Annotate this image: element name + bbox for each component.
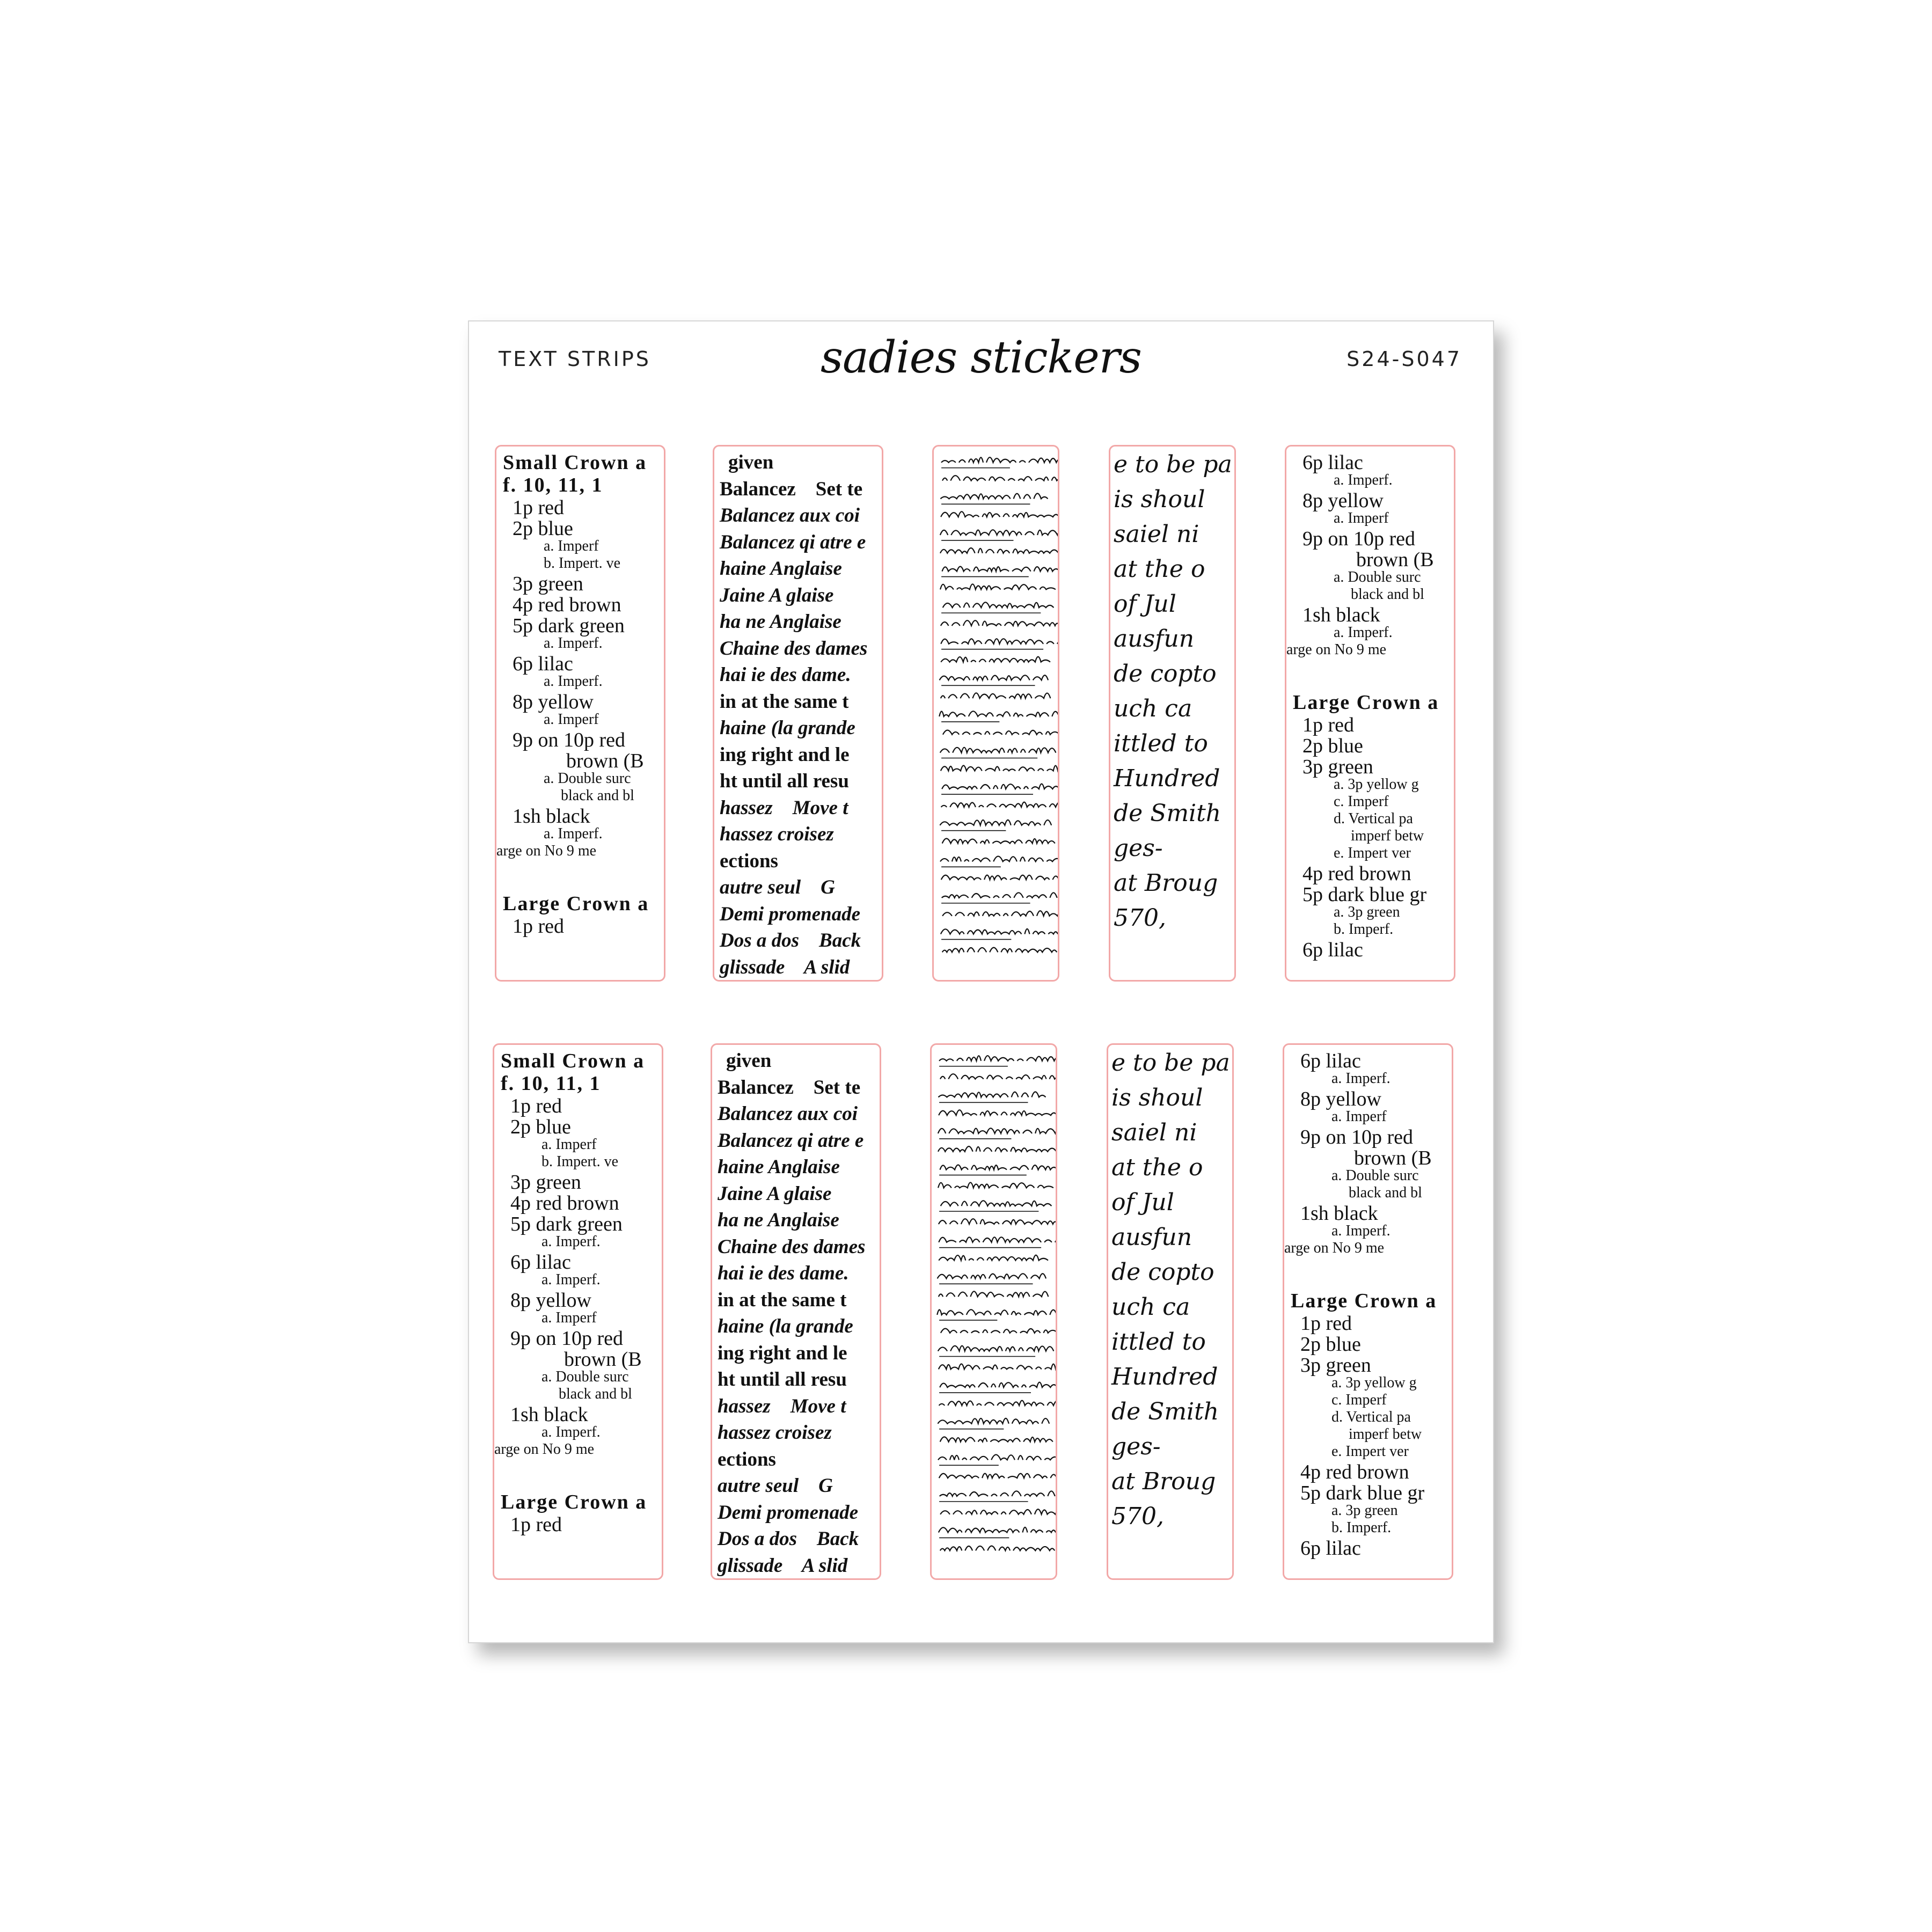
strip-subline: imperf betw [1349, 1426, 1422, 1443]
scribble-line [939, 1255, 1048, 1261]
strip-line: 3p green [510, 1171, 581, 1194]
strip-subline: arge on No 9 me [494, 1441, 595, 1458]
strip-stamps-b[interactable] [1285, 445, 1455, 982]
strip-stamps-a[interactable] [495, 445, 665, 982]
strip-line: 4p red brown [513, 594, 621, 616]
strip-subline: a. Imperf. [1331, 1070, 1391, 1087]
strip-line: 4p red brown [1302, 862, 1411, 885]
strip-line: 9p on 10p red [510, 1327, 624, 1350]
scribble-line [941, 766, 1058, 771]
strip-heading: f. 10, 11, 1 [503, 474, 603, 496]
strip-heading: Large Crown a [501, 1491, 647, 1513]
scribble-line [939, 1237, 1056, 1242]
strip-line: ges- [1114, 835, 1163, 862]
strip-line: ittled to [1111, 1328, 1206, 1356]
strip-line: Dos a dos Back [718, 1528, 859, 1550]
sheet-label: TEXT STRIPS [499, 347, 651, 371]
strip-line: 1sh black [513, 805, 590, 828]
strip-line: given [728, 451, 774, 473]
strip-stamps-a[interactable] [493, 1043, 663, 1580]
strip-subline: arge on No 9 me [1286, 641, 1387, 658]
scribble-line [940, 494, 1051, 499]
strip-subline: a. 3p yellow g [1334, 776, 1419, 793]
scribble-line [940, 1382, 1056, 1387]
strip-heading: Large Crown a [1293, 691, 1439, 714]
strip-subline: black and bl [561, 787, 634, 804]
strip-line: 5p dark blue gr [1300, 1482, 1425, 1504]
scribble-line [942, 948, 1058, 953]
scribble-line [940, 1491, 1055, 1496]
strip-line: 1sh black [510, 1403, 588, 1426]
strip-line: ges- [1111, 1433, 1161, 1460]
strip-stamps-b[interactable] [1283, 1043, 1453, 1580]
scribble-line [939, 1527, 1056, 1533]
strip-line: haine Anglaise [718, 1156, 840, 1178]
strip-line: de copto [1111, 1258, 1214, 1286]
scribble-line [940, 748, 1058, 753]
strip-line: 6p lilac [513, 653, 573, 675]
strip-line: e to be pa [1114, 451, 1232, 478]
strip-line: haine (la grande [718, 1315, 853, 1337]
scribble-line [941, 1201, 1055, 1206]
strip-heading: Large Crown a [503, 892, 649, 915]
strip-subline: a. Imperf [1334, 510, 1389, 526]
strip-line: 8p yellow [510, 1289, 591, 1312]
strip-line: at Broug [1111, 1468, 1216, 1495]
strip-line: 2p blue [513, 517, 573, 540]
scribble-line [941, 875, 1058, 880]
strip-line: 8p yellow [1302, 489, 1384, 512]
strip-line: Demi promenade [718, 1501, 859, 1524]
strip-heading: f. 10, 11, 1 [501, 1072, 601, 1095]
scribble-line [938, 1418, 1049, 1424]
strip-line: 8p yellow [1300, 1088, 1381, 1110]
strip-content [932, 1045, 1056, 1578]
strip-subline: black and bl [559, 1386, 632, 1402]
strip-line: 570, [1111, 1503, 1164, 1530]
strip-content [1110, 447, 1234, 980]
strip-line: brown (B [1356, 548, 1434, 571]
strip-line: 1p red [513, 496, 565, 519]
scribble-line [940, 584, 1056, 589]
strip-line: 1p red [513, 915, 565, 938]
strip-line: 4p red brown [510, 1192, 619, 1214]
scribble-line [940, 1165, 1056, 1170]
strip-line: Balancez qi atre e [720, 531, 866, 553]
strip-line: haine (la grande [720, 717, 855, 739]
strip-line: 1p red [510, 1095, 562, 1117]
strip-line: ections [718, 1448, 776, 1470]
strip-handwriting[interactable] [930, 1043, 1057, 1580]
strip-content [714, 447, 882, 980]
scribble-line [941, 693, 1050, 698]
strip-line: glissade A slid [720, 956, 850, 978]
scribble-line [941, 929, 1058, 934]
strip-dance[interactable] [711, 1043, 881, 1580]
strip-line: 1sh black [1300, 1202, 1378, 1225]
strip-line: Dos a dos Back [720, 930, 861, 952]
strip-subline: d. Vertical pa [1331, 1409, 1411, 1425]
strip-line: Balancez qi atre e [718, 1129, 864, 1152]
strip-line: given [726, 1050, 772, 1072]
scribble-line [941, 511, 1058, 517]
strip-subline: black and bl [1351, 586, 1424, 603]
strip-line: ausfun [1114, 625, 1195, 653]
strip-line: 9p on 10p red [513, 729, 626, 751]
strip-subline: a. Imperf. [544, 635, 603, 652]
strip-subline: a. 3p green [1334, 904, 1400, 920]
strip-script[interactable] [1107, 1043, 1234, 1580]
strip-line: ha ne Anglaise [718, 1209, 839, 1231]
strip-line: brown (B [564, 1348, 642, 1371]
scribble-line [941, 457, 1058, 463]
strip-subline: imperf betw [1351, 828, 1424, 844]
strip-line: Balancez aux coi [718, 1103, 858, 1125]
strip-script[interactable] [1109, 445, 1236, 982]
strip-line: hassez croisez [718, 1422, 832, 1444]
strip-line: haine Anglaise [720, 558, 842, 580]
strip-line: at the o [1114, 555, 1205, 583]
scribble-line [939, 1291, 1048, 1297]
strip-subline: e. Impert ver [1331, 1443, 1409, 1460]
strip-line: of Jul [1111, 1189, 1174, 1216]
strip-line: Chaine des dames [718, 1235, 866, 1258]
scribble-line [938, 1274, 1046, 1278]
strip-line: 3p green [1300, 1354, 1371, 1377]
strip-subline: b. Impert. ve [541, 1153, 619, 1170]
strip-subline: a. Imperf. [541, 1424, 601, 1440]
scribble-line [940, 1509, 1056, 1514]
strip-subline: arge on No 9 me [496, 843, 597, 859]
strip-line: 6p lilac [1302, 939, 1363, 961]
strip-line: ht until all resu [720, 770, 849, 792]
strip-line: Balancez Set te [718, 1076, 861, 1099]
scribble-line [941, 657, 1050, 662]
strip-line: autre seul G [720, 876, 835, 898]
brand-logo: sadies stickers [820, 332, 1142, 383]
strip-line: 5p dark green [513, 614, 625, 637]
scribble-line [941, 620, 1058, 626]
strip-content [1286, 447, 1454, 980]
strip-line: uch ca [1114, 695, 1192, 722]
strip-subline: arge on No 9 me [1284, 1240, 1385, 1256]
strip-line: ausfun [1111, 1224, 1192, 1251]
strip-line: at Broug [1114, 869, 1218, 897]
strip-subline: a. Imperf. [1334, 472, 1393, 488]
scribble-line [940, 548, 1058, 553]
strip-subline: a. Imperf. [544, 673, 603, 690]
scribble-line [939, 1364, 1056, 1370]
strip-line: in at the same t [718, 1289, 847, 1311]
strip-line: Hundred [1114, 765, 1220, 792]
strip-line: 1sh black [1302, 604, 1380, 626]
strip-line: 8p yellow [513, 691, 594, 713]
strip-line: 6p lilac [1300, 1050, 1361, 1072]
scribble-line [940, 1074, 1056, 1079]
strip-line: de Smith [1111, 1398, 1219, 1425]
handwriting-scribble [934, 447, 1058, 980]
strip-subline: a. Double surc [1334, 569, 1421, 586]
scribble-line [943, 602, 1057, 608]
strip-line: 2p blue [1300, 1333, 1361, 1356]
product-code: S24-S047 [1346, 347, 1462, 371]
strip-line: 9p on 10p red [1302, 528, 1416, 550]
strip-line: 5p dark blue gr [1302, 883, 1427, 906]
scribble-line [938, 1146, 1056, 1152]
scribble-line [938, 1455, 1056, 1460]
strip-content [496, 447, 664, 980]
strip-line: 6p lilac [510, 1251, 571, 1274]
scribble-line [941, 802, 1058, 807]
scribble-line [942, 911, 1058, 916]
scribble-line [942, 567, 1058, 572]
strip-heading: Small Crown a [503, 451, 647, 474]
scribble-line [939, 1474, 1056, 1478]
strip-line: 570, [1114, 904, 1166, 932]
scribble-line [942, 475, 1058, 480]
strip-line: Hundred [1111, 1363, 1218, 1391]
strip-line: brown (B [1354, 1147, 1432, 1169]
strip-line: Demi promenade [720, 903, 861, 925]
strip-line: Jaine A glaise [718, 1182, 832, 1205]
scribble-line [943, 730, 1058, 735]
strip-line: 3p green [1302, 756, 1373, 778]
strip-line: hai ie des dame. [718, 1262, 849, 1284]
strip-line: 1p red [510, 1513, 562, 1536]
strip-line: e to be pa [1111, 1049, 1230, 1077]
strip-line: ht until all resu [718, 1368, 847, 1391]
handwriting-scribble [932, 1045, 1056, 1578]
strip-subline: c. Imperf [1334, 793, 1389, 810]
strip-line: 9p on 10p red [1300, 1126, 1414, 1148]
strip-line: hassez Move t [720, 796, 848, 819]
scribble-line [939, 711, 1058, 716]
strip-subline: a. Imperf. [541, 1233, 601, 1250]
scribble-line [939, 1056, 1056, 1061]
strip-line: 5p dark green [510, 1213, 623, 1235]
scribble-line [942, 784, 1058, 789]
scribble-line [940, 1546, 1056, 1551]
strip-line: at the o [1111, 1154, 1203, 1181]
strip-subline: b. Impert. ve [544, 555, 621, 572]
scribble-line [938, 1346, 1056, 1351]
strip-subline: b. Imperf. [1334, 921, 1394, 938]
strip-line: Jaine A glaise [720, 584, 834, 606]
strip-subline: a. Imperf [544, 711, 599, 728]
scribble-line [938, 1128, 1056, 1133]
scribble-line [940, 530, 1058, 535]
strip-line: hassez Move t [718, 1395, 846, 1417]
strip-line: ections [720, 850, 778, 872]
strip-subline: a. Imperf. [1334, 624, 1393, 641]
strip-line: brown (B [566, 750, 644, 772]
strip-subline: c. Imperf [1331, 1392, 1387, 1408]
strip-line: in at the same t [720, 690, 849, 713]
strip-subline: a. 3p yellow g [1331, 1374, 1417, 1391]
strip-line: saiel ni [1114, 521, 1199, 548]
strip-line: autre seul G [718, 1475, 833, 1497]
scribble-line [942, 838, 1055, 843]
scribble-line [940, 820, 1051, 825]
strip-line: ing right and le [720, 743, 850, 766]
scribble-line [938, 1092, 1049, 1097]
strip-content [494, 1045, 662, 1578]
strip-line: 4p red brown [1300, 1461, 1409, 1483]
strip-line: hai ie des dame. [720, 664, 851, 686]
scribble-line [942, 892, 1057, 897]
strip-subline: a. Imperf. [541, 1271, 601, 1288]
scribble-line [940, 857, 1058, 862]
strip-line: ing right and le [718, 1342, 847, 1364]
strip-line: de copto [1114, 660, 1217, 687]
strip-subline: a. Double surc [544, 770, 631, 787]
strip-content [934, 447, 1058, 980]
strip-line: ittled to [1114, 730, 1208, 757]
strip-subline: e. Impert ver [1334, 845, 1411, 861]
strip-line: de Smith [1114, 800, 1221, 827]
strip-line: of Jul [1114, 590, 1176, 618]
strip-line: 6p lilac [1300, 1537, 1361, 1560]
strip-subline: a. Double surc [541, 1368, 629, 1385]
strip-heading: Large Crown a [1291, 1290, 1437, 1312]
scribble-line [941, 1328, 1056, 1333]
strip-subline: a. Imperf. [544, 825, 603, 842]
strip-line: Balancez Set te [720, 478, 863, 500]
scribble-line [939, 1400, 1056, 1406]
scribble-line [939, 1110, 1056, 1115]
strip-line: uch ca [1111, 1293, 1190, 1321]
strip-line: 6p lilac [1302, 451, 1363, 474]
strip-line: Chaine des dames [720, 637, 868, 660]
scribble-line [940, 1437, 1053, 1441]
strip-subline: a. 3p green [1331, 1502, 1398, 1519]
strip-line: hassez croisez [720, 823, 834, 845]
scribble-line [939, 1219, 1056, 1224]
strip-line: saiel ni [1111, 1119, 1197, 1146]
strip-line: 1p red [1302, 714, 1355, 736]
strip-heading: Small Crown a [501, 1050, 645, 1072]
strip-line: ha ne Anglaise [720, 611, 841, 633]
strip-line: 2p blue [1302, 735, 1363, 757]
scribble-line [941, 639, 1058, 643]
strip-subline: a. Imperf [1331, 1108, 1387, 1125]
strip-content [1108, 1045, 1232, 1578]
strip-content [712, 1045, 880, 1578]
strip-subline: a. Imperf [541, 1136, 597, 1153]
scribble-line [937, 1309, 1056, 1315]
scribble-line [940, 675, 1048, 680]
strip-line: is shoul [1114, 486, 1205, 513]
strip-line: 1p red [1300, 1312, 1352, 1335]
scribble-line [938, 1182, 1053, 1188]
strip-line: Balancez aux coi [720, 504, 860, 526]
strip-handwriting[interactable] [932, 445, 1059, 982]
strip-line: is shoul [1111, 1084, 1203, 1111]
strip-line: 3p green [513, 573, 583, 595]
strip-subline: a. Imperf [544, 538, 599, 554]
strip-subline: black and bl [1349, 1184, 1422, 1201]
strip-subline: a. Imperf [541, 1309, 597, 1326]
strip-subline: a. Double surc [1331, 1167, 1419, 1184]
strip-subline: d. Vertical pa [1334, 810, 1413, 827]
strip-content [1284, 1045, 1452, 1578]
strip-dance[interactable] [713, 445, 883, 982]
strip-line: glissade A slid [718, 1554, 848, 1577]
strip-subline: a. Imperf. [1331, 1223, 1391, 1239]
sticker-sheet [468, 320, 1494, 1643]
strip-line: 2p blue [510, 1116, 571, 1138]
strip-subline: b. Imperf. [1331, 1519, 1392, 1536]
